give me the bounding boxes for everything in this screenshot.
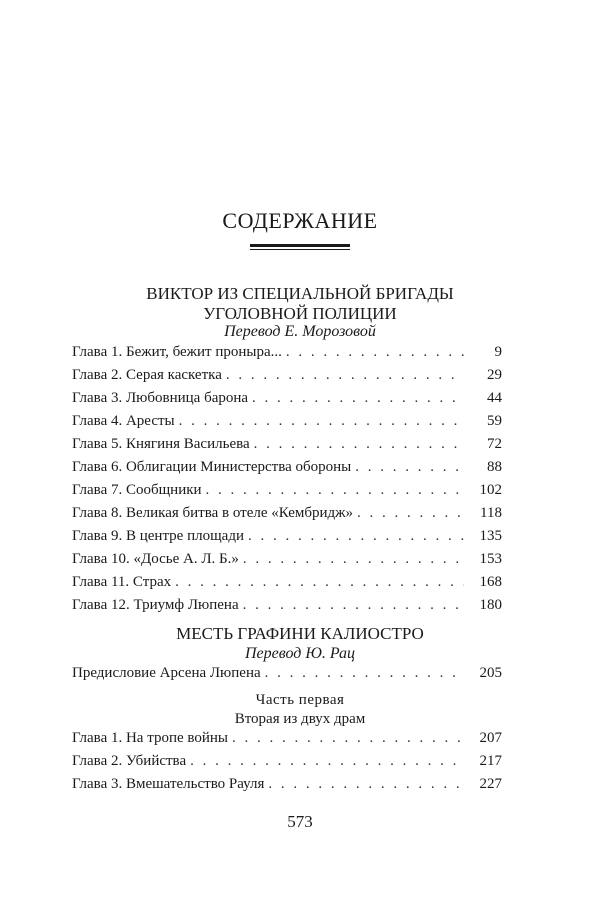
section2-preface-list	[72, 665, 502, 688]
toc-entry[interactable]	[72, 528, 502, 551]
toc-entry-title: Глава 3. Любовница барона	[72, 390, 249, 406]
toc-entry-page: 168	[479, 574, 502, 590]
toc-dot-leader	[265, 665, 464, 682]
toc-dot-leader	[254, 436, 464, 453]
toc-entry-title: Глава 9. В центре площади	[72, 528, 244, 544]
toc-entry[interactable]	[72, 367, 502, 390]
toc-entry[interactable]	[72, 390, 502, 413]
toc-dot-leader	[206, 482, 464, 499]
toc-entry-preface[interactable]	[72, 665, 502, 688]
toc-entry-page: 72	[487, 436, 502, 452]
toc-entry-page: 180	[479, 597, 502, 613]
toc-entry-page: 44	[487, 390, 502, 406]
part-label: Часть первая	[255, 692, 345, 708]
toc-entry-title: Глава 10. «Досье А. Л. Б.»	[72, 551, 239, 567]
toc-entry-page: 118	[480, 505, 502, 521]
toc-dot-leader	[248, 528, 464, 545]
toc-entry-title: Глава 11. Страх	[72, 574, 172, 590]
toc-entry-page: 102	[479, 482, 502, 498]
page-number: 573	[287, 812, 313, 831]
section1-heading-line1: ВИКТОР ИЗ СПЕЦИАЛЬНОЙ БРИГАДЫ	[146, 284, 454, 303]
toc-entry-title: Предисловие Арсена Люпена	[72, 665, 261, 681]
page-title: СОДЕРЖАНИЕ	[222, 208, 378, 233]
toc-entry[interactable]	[72, 597, 502, 620]
toc-entry-title: Глава 3. Вмешательство Рауля	[72, 776, 265, 792]
toc-entry[interactable]	[72, 436, 502, 459]
toc-entry-page: 217	[479, 753, 502, 769]
section1-heading-line2: УГОЛОВНОЙ ПОЛИЦИИ	[203, 304, 397, 323]
toc-entry[interactable]	[72, 753, 502, 776]
toc-entry-page: 135	[479, 528, 502, 544]
toc-entry[interactable]	[72, 730, 502, 753]
part-subtitle: Вторая из двух драм	[234, 711, 366, 727]
toc-entry-page: 207	[479, 730, 502, 746]
toc-entry-title: Глава 12. Триумф Люпена	[72, 597, 239, 613]
toc-entry-title: Глава 1. Бежит, бежит проныра...	[72, 344, 282, 360]
title-double-rule	[250, 244, 350, 250]
toc-entry-title: Глава 5. Княгиня Васильева	[72, 436, 250, 452]
toc-entry-page: 153	[479, 551, 502, 567]
section1-translator: Перевод Е. Морозовой	[224, 323, 376, 340]
toc-entry[interactable]	[72, 413, 502, 436]
toc-entry-title: Глава 8. Великая битва в отеле «Кембридж»	[72, 505, 354, 521]
toc-dot-leader	[243, 597, 464, 614]
section2-translator: Перевод Ю. Рац	[244, 645, 356, 662]
toc-entry[interactable]	[72, 459, 502, 482]
toc-entry-title: Глава 4. Аресты	[72, 413, 175, 429]
toc-dot-leader	[179, 413, 464, 430]
toc-dot-leader	[190, 753, 464, 770]
toc-dot-leader	[286, 344, 464, 361]
toc-entry-page: 9	[494, 344, 502, 360]
toc-entry-page: 59	[487, 413, 502, 429]
toc-dot-leader	[355, 459, 464, 476]
toc-dot-leader	[357, 505, 464, 522]
toc-dot-leader	[232, 730, 464, 747]
toc-entry-title: Глава 6. Облигации Министерства обороны	[72, 459, 352, 475]
section1-toc-list	[72, 344, 502, 620]
toc-entry[interactable]	[72, 482, 502, 505]
toc-dot-leader	[175, 574, 464, 591]
toc-entry[interactable]	[72, 776, 502, 799]
toc-dot-leader	[243, 551, 464, 568]
toc-entry-page: 205	[479, 665, 502, 681]
toc-entry[interactable]	[72, 344, 502, 367]
section2-heading: МЕСТЬ ГРАФИНИ КАЛИОСТРО	[176, 624, 424, 643]
toc-entry-title: Глава 1. На тропе войны	[72, 730, 229, 746]
toc-entry-title: Глава 7. Сообщники	[72, 482, 202, 498]
toc-dot-leader	[268, 776, 464, 793]
toc-entry-page: 227	[479, 776, 502, 792]
toc-dot-leader	[252, 390, 464, 407]
toc-entry[interactable]	[72, 551, 502, 574]
toc-entry-page: 29	[487, 367, 502, 383]
toc-entry[interactable]	[72, 505, 502, 528]
toc-entry-title: Глава 2. Серая каскетка	[72, 367, 222, 383]
toc-entry-page: 88	[487, 459, 502, 475]
toc-dot-leader	[226, 367, 464, 384]
toc-entry-title: Глава 2. Убийства	[72, 753, 187, 769]
toc-entry[interactable]	[72, 574, 502, 597]
section2-toc-list	[72, 730, 502, 799]
